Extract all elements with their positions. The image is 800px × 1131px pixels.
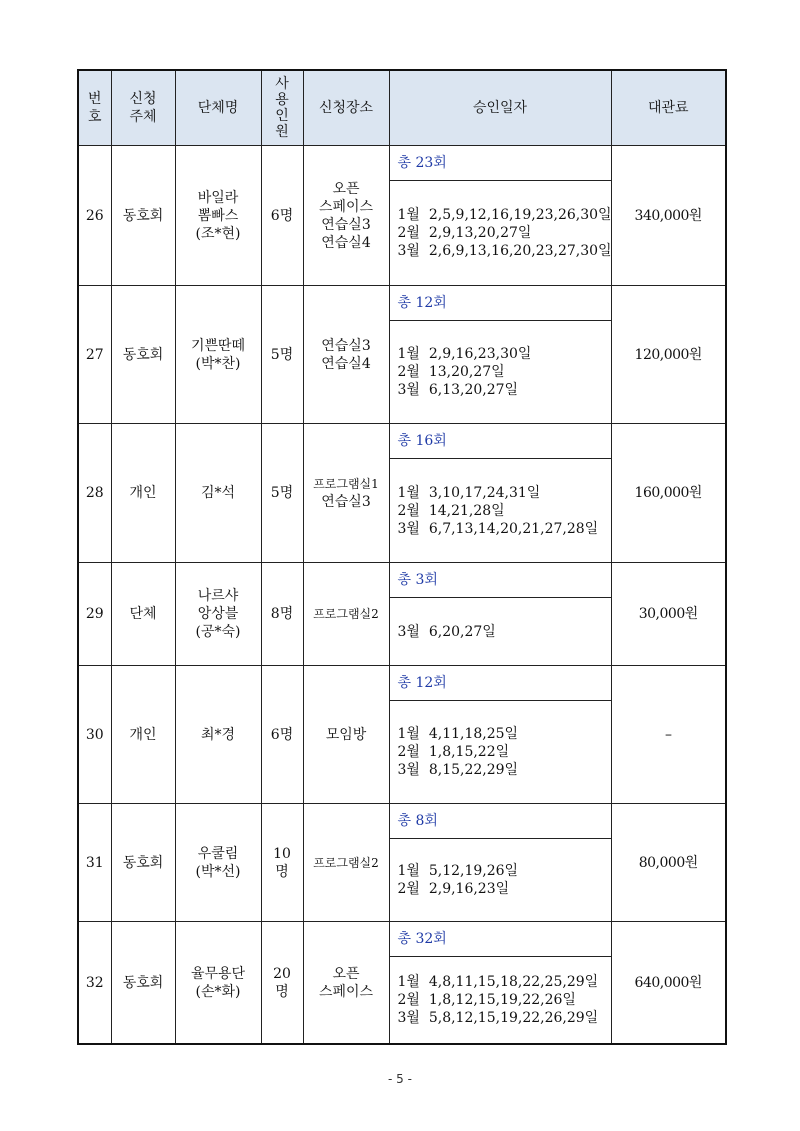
applicant-type-line: 동호회	[122, 974, 164, 991]
applicant-type	[111, 804, 175, 922]
date-line: 2월 1,8,12,15,19,22,26일	[397, 992, 576, 1008]
rental-fee-line: 120,000원	[634, 346, 702, 363]
venue	[303, 922, 389, 1045]
people-count-line: 10	[273, 845, 291, 862]
people-count	[261, 146, 303, 286]
people-count-line: 8명	[270, 606, 294, 622]
venue-line: 스페이스	[318, 983, 374, 1000]
people-count-line: 6명	[270, 726, 294, 743]
venue-line: 연습실3	[321, 216, 371, 233]
row-number-line: 29	[85, 606, 104, 622]
approved-dates	[389, 598, 611, 666]
table-row	[78, 804, 726, 839]
group-name	[175, 146, 261, 286]
rental-fee-line: 340,000원	[634, 207, 702, 224]
table-row	[78, 666, 726, 701]
row-number	[78, 804, 111, 922]
people-count	[261, 804, 303, 922]
group-name	[175, 286, 261, 424]
group-name	[175, 666, 261, 804]
rental-fee-line: 30,000원	[638, 606, 698, 622]
applicant-type	[111, 424, 175, 563]
rental-fee-line: 160,000원	[634, 485, 702, 501]
venue	[303, 286, 389, 424]
approved-dates	[389, 701, 611, 804]
applicant-type-line: 단체	[129, 606, 157, 622]
applicant-type	[111, 563, 175, 666]
header-place: 신청장소	[303, 70, 389, 146]
date-line: 2월 2,9,13,20,27일	[397, 225, 532, 241]
group-name-line: 최*경	[200, 726, 236, 743]
people-count-line: 5명	[270, 346, 294, 363]
date-line: 3월 5,8,12,15,19,22,26,29일	[397, 1010, 599, 1026]
venue-line: 프로그램실2	[313, 607, 379, 621]
group-name-line: 우쿨림	[197, 845, 239, 862]
row-number-line: 26	[85, 207, 104, 224]
venue-line: 오픈	[332, 965, 360, 982]
rental-fee	[611, 424, 726, 563]
date-line: 2월 13,20,27일	[397, 364, 505, 380]
row-number-line: 27	[85, 346, 104, 363]
table-row	[78, 146, 726, 181]
people-count	[261, 286, 303, 424]
group-name-line: (공*숙)	[195, 624, 241, 640]
rental-fee	[611, 286, 726, 424]
group-name	[175, 424, 261, 563]
rental-fee	[611, 146, 726, 286]
total-count: 총 8회	[389, 804, 611, 839]
venue	[303, 146, 389, 286]
venue-line: 스페이스	[318, 198, 374, 215]
row-number	[78, 666, 111, 804]
applicant-type-line: 동호회	[122, 207, 164, 224]
group-name-line: (박*선)	[195, 863, 241, 880]
row-number	[78, 563, 111, 666]
total-count: 총 32회	[389, 922, 611, 957]
date-line: 1월 5,12,19,26일	[397, 863, 519, 879]
page-number: - 5 -	[388, 1072, 412, 1086]
date-line: 2월 14,21,28일	[397, 502, 505, 519]
venue-line: 연습실3	[321, 494, 371, 510]
approved-dates	[389, 459, 611, 563]
people-count-line: 명	[275, 863, 289, 880]
applicant-type	[111, 146, 175, 286]
date-line: 3월 6,13,20,27일	[397, 382, 519, 398]
approved-dates	[389, 321, 611, 424]
rental-fee	[611, 563, 726, 666]
group-name-line: (박*찬)	[195, 355, 241, 372]
applicant-type	[111, 286, 175, 424]
date-line: 2월 2,9,16,23일	[397, 881, 510, 897]
venue-line: 오픈	[332, 180, 360, 197]
group-name	[175, 804, 261, 922]
total-count: 총 12회	[389, 666, 611, 701]
group-name-line: 앙상블	[197, 606, 239, 622]
header-dates: 승인일자	[389, 70, 611, 146]
header-row	[78, 70, 726, 146]
rental-fee	[611, 922, 726, 1045]
venue-line: 프로그램실2	[313, 855, 379, 870]
rental-fee-line: 80,000원	[638, 854, 698, 871]
people-count-line: 6명	[270, 207, 294, 224]
row-number	[78, 146, 111, 286]
applicant-type-line: 동호회	[122, 346, 164, 363]
date-line: 1월 2,9,16,23,30일	[397, 346, 532, 362]
group-name-line: 나르샤	[197, 588, 239, 604]
total-count: 총 16회	[389, 424, 611, 459]
people-count	[261, 922, 303, 1045]
group-name-line: 바일라	[197, 189, 239, 206]
people-count-line: 명	[275, 983, 289, 1000]
group-name-line: 기쁜딴떼	[190, 337, 246, 354]
approved-dates	[389, 957, 611, 1045]
total-count: 총 3회	[389, 563, 611, 598]
date-line: 2월 1,8,15,22일	[397, 744, 510, 760]
row-number	[78, 286, 111, 424]
group-name	[175, 563, 261, 666]
venue-line: 프로그램실1	[313, 477, 379, 491]
row-number-line: 31	[85, 854, 104, 871]
header-group: 단체명	[175, 70, 261, 146]
rental-fee-line: 640,000원	[634, 974, 702, 991]
applicant-type	[111, 666, 175, 804]
header-people: 사 용 인 원	[261, 70, 303, 146]
date-line: 3월 6,7,13,14,20,21,27,28일	[397, 520, 599, 537]
rental-fee-line: –	[665, 726, 672, 743]
group-name-line: 김*석	[200, 485, 236, 501]
table-row	[78, 286, 726, 321]
date-line: 1월 4,8,11,15,18,22,25,29일	[397, 974, 599, 990]
approved-dates	[389, 181, 611, 286]
date-line: 3월 2,6,9,13,16,20,23,27,30일	[397, 243, 612, 259]
row-number	[78, 424, 111, 563]
header-subject: 신청 주체	[111, 70, 175, 146]
date-line: 1월 2,5,9,12,16,19,23,26,30일	[397, 207, 612, 223]
table-row	[78, 563, 726, 598]
venue	[303, 666, 389, 804]
venue	[303, 424, 389, 563]
applicant-type-line: 동호회	[122, 854, 164, 871]
date-line: 3월 8,15,22,29일	[397, 762, 519, 778]
group-name-line: 뽐빠스	[197, 207, 239, 224]
group-name-line: (손*화)	[195, 983, 241, 1000]
total-count: 총 12회	[389, 286, 611, 321]
venue	[303, 804, 389, 922]
people-count	[261, 666, 303, 804]
group-name-line: 율무용단	[190, 965, 246, 982]
venue-line: 모임방	[325, 726, 367, 743]
venue-line: 연습실4	[321, 355, 371, 372]
row-number	[78, 922, 111, 1045]
row-number-line: 28	[85, 485, 104, 501]
group-name	[175, 922, 261, 1045]
date-line: 1월 3,10,17,24,31일	[397, 484, 541, 501]
table-row	[78, 922, 726, 957]
total-count: 총 23회	[389, 146, 611, 181]
people-count-line: 20	[273, 965, 291, 982]
date-line: 1월 4,11,18,25일	[397, 726, 519, 742]
rental-fee	[611, 804, 726, 922]
header-fee: 대관료	[611, 70, 726, 146]
date-line: 3월 6,20,27일	[397, 623, 496, 640]
row-number-line: 30	[85, 726, 104, 743]
venue-line: 연습실3	[321, 337, 371, 354]
applicant-type-line: 개인	[129, 485, 157, 501]
rental-fee	[611, 666, 726, 804]
people-count	[261, 563, 303, 666]
venue	[303, 563, 389, 666]
venue-line: 연습실4	[321, 234, 371, 251]
table-row	[78, 424, 726, 459]
row-number-line: 32	[85, 974, 104, 991]
people-count	[261, 424, 303, 563]
header-num: 번 호	[78, 70, 111, 146]
applicant-type	[111, 922, 175, 1045]
rental-approval-table	[77, 69, 727, 1045]
people-count-line: 5명	[270, 485, 294, 501]
group-name-line: (조*현)	[195, 225, 241, 242]
applicant-type-line: 개인	[129, 726, 157, 743]
approved-dates	[389, 839, 611, 922]
